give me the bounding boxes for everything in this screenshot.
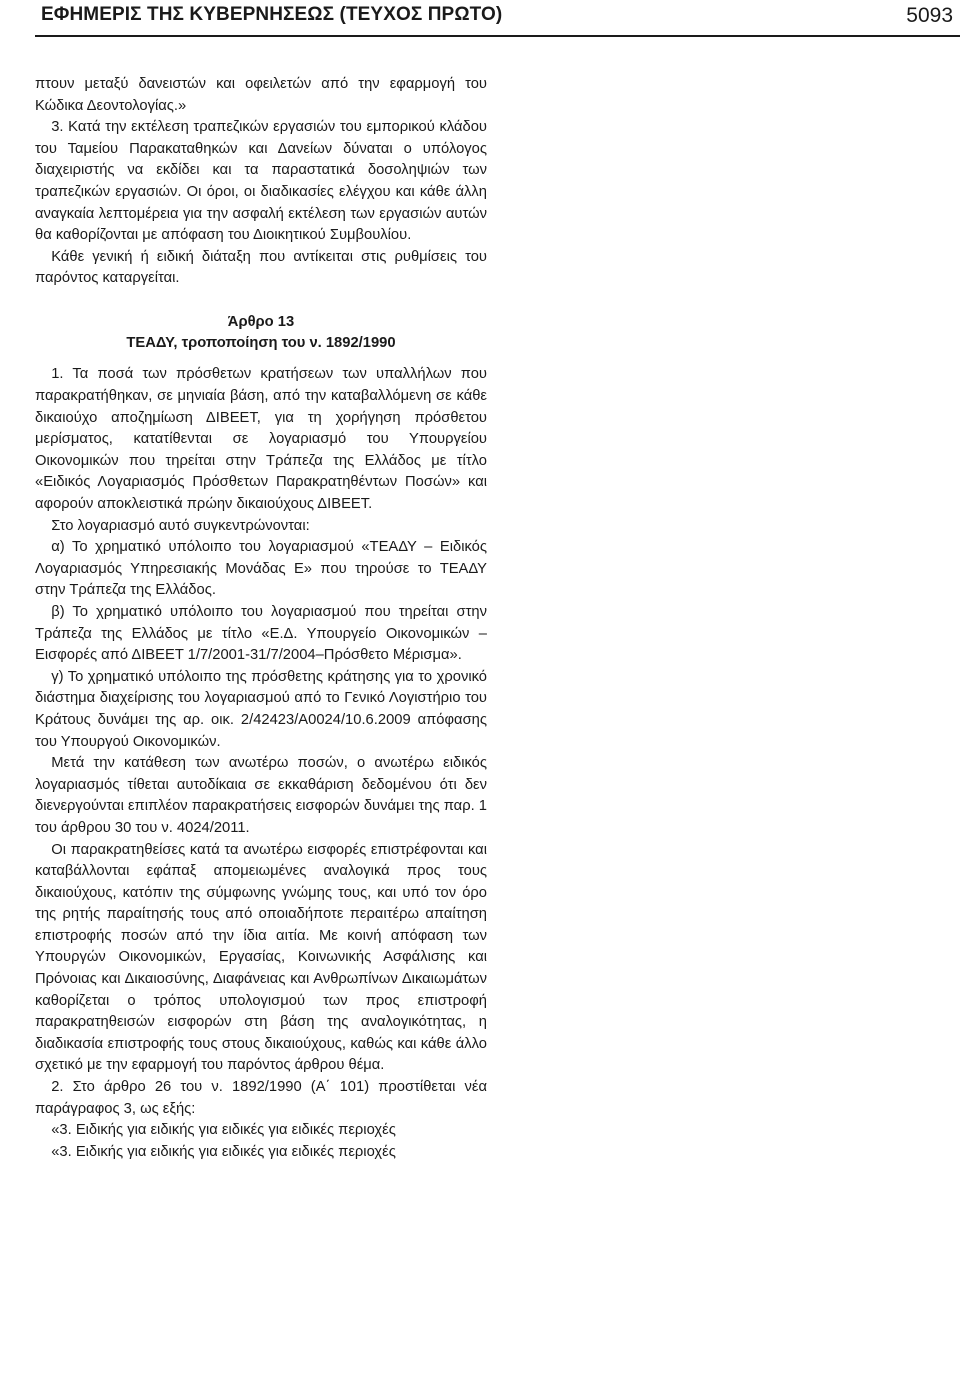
- gazette-title: ΕΦΗΜΕΡΙΣ ΤΗΣ ΚΥΒΕΡΝΗΣΕΩΣ (ΤΕΥΧΟΣ ΠΡΩΤΟ): [41, 4, 503, 25]
- body-paragraph: Οι παρακρατηθείσες κατά τα ανωτέρω εισφορές επιστρέφονται και καταβάλλονται εφάπαξ απομειωμένες αναλογικά προς τους δικαιούχους, κατόπιν της σύμφωνης γνώμης τους, και υπό τον όρο της ρητής παραίτησής τους από οποιαδήποτε περαιτέρω απαίτηση επιστροφής ποσών από την ίδια αιτία. Με κοινή απόφαση των Υπουργών Οικονομικών, Εργασίας, Κοινωνικής Ασφάλισης και Πρόνοιας και Δικαιοσύνης, Διαφάνειας και Ανθρωπίνων Δικαιωμάτων καθορίζεται ο τρόπος υπολογισμού των προς επιστροφή παρακρατηθεισών εισφορών στη βάση της αναλογικότητας, η διαδικασία επιστροφής τους στους δικαιούχους, καθώς και κάθε άλλο σχετικό με την εφαρμογή του παρόντος άρθρου θέμα.: [35, 841, 487, 1074]
- body-paragraph: 2. Στο άρθρο 26 του ν. 1892/1990 (Α΄ 101) προστίθεται νέα παράγραφος 3, ως εξής:: [35, 1079, 487, 1117]
- body-paragraph: «3. Ειδικής για ειδικής για ειδικές για ειδικές περιοχές: [51, 1122, 396, 1139]
- heading-line: ΤΕΑΔΥ, τροποποίηση του ν. 1892/1990: [126, 335, 396, 352]
- body-paragraph: Κάθε γενική ή ειδική διάταξη που αντίκειται στις ρυθμίσεις του παρόντος καταργείται.: [35, 248, 487, 287]
- body-paragraph: β) Το χρηματικό υπόλοιπο του λογαριασμού που τηρείται στην Τράπεζα της Ελλάδος με τίτλο «Ε.Δ. Υπουργείο Οικονομικών – Εισφορές από ΔΙΒΕΕΤ 1/7/2001-31/7/2004–Πρόσθετο Μέρισμα».: [35, 603, 487, 664]
- section-heading: [35, 312, 487, 355]
- page-header: [35, 2, 960, 32]
- body-paragraph: 3. Κατά την εκτέλεση τραπεζικών εργασιών του εμπορικού κλάδου του Ταμείου Παρακαταθηκών και Δανείων δύναται ο υπόλογος διαχειριστής να εκδίδει και τα παραστατικά δοσοληψιών των τραπεζικών εργασιών. Οι όροι, οι διαδικασίες ελέγχου και κάθε άλλη αναγκαία λεπτομέρεια για την ασφαλή εκτέλεση των εργασιών αυτών θα καθορίζονται με απόφαση του Διοικητικού Συμβουλίου.: [35, 119, 487, 244]
- heading-line: Άρθρο 13: [227, 313, 295, 330]
- body-paragraph: γ) Το χρηματικό υπόλοιπο της πρόσθετης κράτησης για το χρονικό διάστημα διαχείρισης του λογαριασμού από το Γενικό Λογιστήριο του Κράτους δυνάμει της αρ. οικ. 2/42423/Α0024/10.6.2009 απόφασης του Υπουργού Οικονομικών.: [35, 668, 487, 750]
- body-paragraph: πτουν μεταξύ δανειστών και οφειλετών από την εφαρμογή του Κώδικα Δεοντολογίας.»: [35, 76, 487, 114]
- left-column: [35, 74, 487, 1163]
- body-paragraph: α) Το χρηματικό υπόλοιπο του λογαριασμού «ΤΕΑΔΥ – Ειδικός Λογαριασμός Υπηρεσιακής Μονάδας Ε» που τηρούσε το ΤΕΑΔΥ στην Τράπεζα της Ελλάδος.: [35, 539, 487, 599]
- header-divider: [35, 35, 960, 37]
- body-paragraph: 1. Τα ποσά των πρόσθετων κρατήσεων των υπαλλήλων που παρακρατήθηκαν, σε μηνιαία βάση, από την καταβαλλόμενη σε κάθε δικαιούχο αποζημίωση ΔΙΒΕΕΤ, για τη χορήγηση πρόσθετου μερίσματος, κατατίθενται σε λογαριασμό του Υπουργείου Οικονομικών που τηρείται στην Τράπεζα της Ελλάδος με τίτλο «Ειδικός Λογαριασμός Πρόσθετων Παρακρατηθέντων Ποσών» και αφορούν αποκλειστικά πρώην δικαιούχους ΔΙΒΕΕΤ.: [35, 366, 487, 512]
- body-paragraph: «3. Ειδικής για ειδικής για ειδικές για ειδικές περιοχές: [51, 1143, 396, 1160]
- page-number: 5093: [906, 4, 953, 27]
- body-paragraph: Στο λογαριασμό αυτό συγκεντρώνονται:: [51, 517, 310, 534]
- body-paragraph: Μετά την κατάθεση των ανωτέρω ποσών, ο ανωτέρω ειδικός λογαριασμός τίθεται αυτοδίκαια σε εκκαθάριση δεδομένου ότι δεν διενεργούνται επιπλέον παρακρατήσεις εισφορών δυνάμει της παρ. 1 του άρθρου 30 του ν. 4024/2011.: [35, 755, 487, 836]
